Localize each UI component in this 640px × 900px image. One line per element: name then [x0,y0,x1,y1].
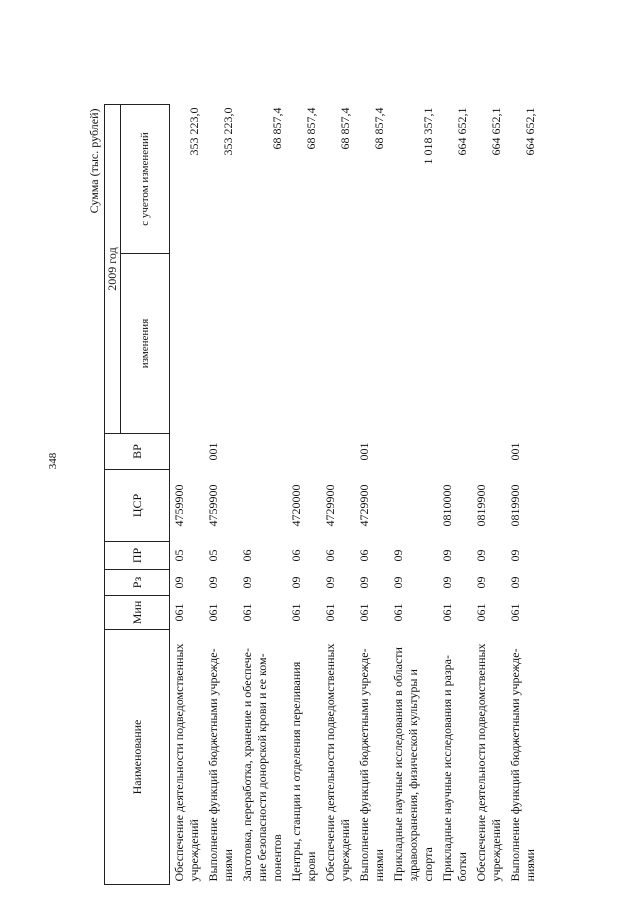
row-changes [472,254,506,434]
row-min: 061 [206,603,220,622]
row-name: Обеспечение деятельности подведомственных учреждений [323,643,352,882]
row-name: Заготовка, переработка, хранение и обеспече-ние безопасности донорской крови и ее ком-понентов [240,648,284,882]
row-total: 68 857,4 [372,107,386,150]
row-csr [389,470,438,542]
table-row [204,105,238,885]
row-name: Выполнение функций бюджетными учрежде-ниями [508,648,537,882]
row-total: 353 223,0 [221,107,235,156]
row-rz: 09 [391,576,405,589]
rotated-table-container [85,105,555,885]
row-total: 1 018 357,1 [421,107,435,165]
row-csr: 4729900 [357,484,371,527]
header-changes: изменения [121,254,170,434]
row-min: 061 [240,603,254,622]
header-rz: Рз [105,570,170,596]
page-number: 348 [47,452,59,470]
row-min: 061 [357,603,371,622]
row-min: 061 [289,603,303,622]
row-changes [438,254,472,434]
row-rz: 09 [172,576,186,589]
row-changes [506,254,540,434]
row-name: Выполнение функций бюджетными учрежде-ниями [206,648,235,882]
row-total: 664 652,1 [455,107,469,156]
row-vr [170,434,205,470]
row-name: Обеспечение деятельности подведомственных учреждений [474,643,503,882]
row-name: Прикладные научные исследования и разра-ботки [440,655,469,882]
row-pr: 06 [289,549,303,562]
row-changes [389,254,438,434]
row-pr: 09 [474,549,488,562]
table-row [506,105,540,885]
row-rz: 09 [206,576,220,589]
row-changes [204,254,238,434]
row-pr: 06 [240,549,254,562]
row-rz: 09 [508,576,522,589]
row-rz: 09 [440,576,454,589]
row-changes [321,254,355,434]
row-min: 061 [172,603,186,622]
table-row [389,105,438,885]
row-name: Обеспечение деятельности подведомственных учреждений [172,643,201,882]
table-row [472,105,506,885]
row-rz: 09 [240,576,254,589]
header-min: Мин [105,596,170,630]
row-pr: 05 [206,549,220,562]
table-row [438,105,472,885]
row-vr [287,434,321,470]
row-vr [389,434,438,470]
row-csr: 4759900 [172,484,186,527]
row-vr: 001 [206,442,220,461]
row-vr [238,434,287,470]
header-pr: ПР [105,542,170,570]
row-pr: 09 [508,549,522,562]
header-csr: ЦСР [105,470,170,542]
row-min: 061 [508,603,522,622]
table-row [321,105,355,885]
row-vr [321,434,355,470]
row-csr: 4759900 [206,484,220,527]
row-vr: 001 [508,442,522,461]
row-total: 664 652,1 [523,107,537,156]
row-min: 061 [323,603,337,622]
row-changes [170,254,205,434]
table-row [287,105,321,885]
row-pr: 06 [357,549,371,562]
row-pr: 09 [391,549,405,562]
units-label: Сумма (тыс. рублей) [87,108,101,214]
row-csr: 4720000 [289,484,303,527]
row-pr: 05 [172,549,186,562]
row-csr: 0810000 [440,484,454,527]
header-year: 2009 год [105,105,121,434]
row-pr: 09 [440,549,454,562]
row-total: 68 857,4 [338,107,352,150]
row-rz: 09 [474,576,488,589]
row-rz: 09 [289,576,303,589]
row-total: 68 857,4 [270,107,284,150]
row-csr: 0819900 [508,484,522,527]
row-name: Прикладные научные исследования в области здравоохранения, физической культуры и спорта [391,647,435,882]
table-body [170,105,541,885]
row-min: 061 [391,603,405,622]
row-pr: 06 [323,549,337,562]
row-total: 664 652,1 [489,107,503,156]
row-min: 061 [474,603,488,622]
header-with-changes: с учетом изменений [121,105,170,254]
table-row [238,105,287,885]
row-changes [287,254,321,434]
header-vr: ВР [105,434,170,470]
row-total: 68 857,4 [304,107,318,150]
row-total: 353 223,0 [187,107,201,156]
header-name: Наименование [105,630,170,885]
row-changes [238,254,287,434]
row-vr: 001 [357,442,371,461]
row-rz: 09 [357,576,371,589]
row-vr [472,434,506,470]
budget-table [85,104,540,885]
row-csr: 4729900 [323,484,337,527]
row-csr [238,470,287,542]
row-name: Центры, станции и отделения переливания крови [289,661,318,882]
row-min: 061 [440,603,454,622]
row-csr: 0819900 [474,484,488,527]
row-name: Выполнение функций бюджетными учрежде-ниями [357,648,386,882]
row-vr [438,434,472,470]
row-rz: 09 [323,576,337,589]
row-changes [355,254,389,434]
table-row [170,105,205,885]
table-row [355,105,389,885]
